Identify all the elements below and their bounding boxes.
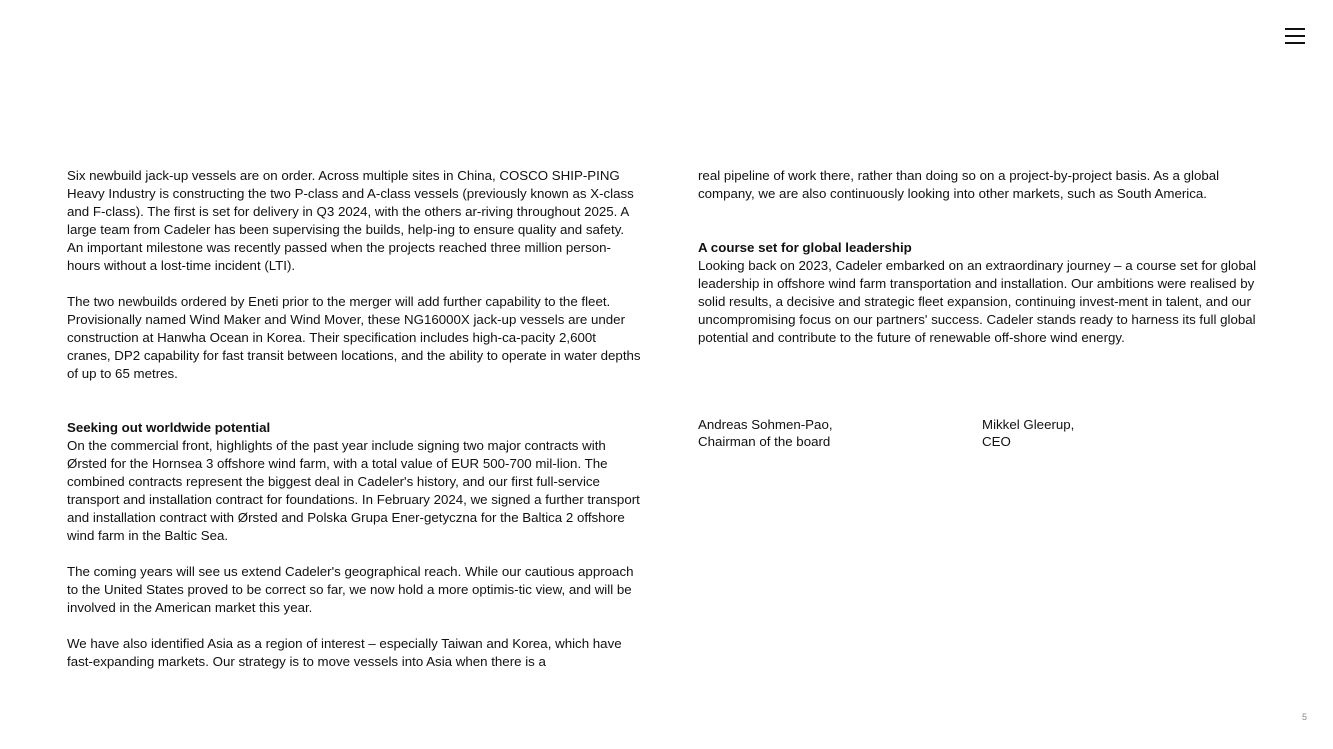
left-column (67, 167, 642, 671)
menu-line (1285, 28, 1305, 30)
menu-line (1285, 42, 1305, 44)
paragraph-newbuild-vessels: Six newbuild jack-up vessels are on order. Across multiple sites in China, COSCO SHIP-PING Heavy Industry is constructing the two P-class and A-class vessels (previously known as X-class and F-class). The first is set for delivery in Q3 2024, with the others ar-riving throughout 2025. A large team from Cadeler has been supervising the builds, help-ing to ensure quality and safety. An important milestone was recently passed when the projects reached three million person-hours without a lost-time incident (LTI). (67, 168, 634, 273)
paragraph-asia-region: We have also identified Asia as a region of interest – especially Taiwan and Korea, which have fast-expanding markets. Our strategy is to move vessels into Asia when there is a (67, 636, 622, 669)
paragraph-commercial-front: On the commercial front, highlights of the past year include signing two major contracts with Ørsted for the Hornsea 3 offshore wind farm, with a total value of EUR 500-700 mil-lion. The combined contracts represent the biggest deal in Cadeler's history, and our first full-service transport and installation contract for foundations. In February 2024, we signed a further transport and installation contract with Ørsted and Polska Grupa Ener-getyczna for the Baltica 2 offshore wind farm in the Baltic Sea. (67, 438, 640, 543)
page-number: 5 (1301, 712, 1307, 722)
signature-chairman (698, 416, 833, 450)
paragraph-looking-back: Looking back on 2023, Cadeler embarked on an extraordinary journey – a course set for global leadership in offshore wind farm transportation and installation. Our ambitions were realised by solid results, a decisive and strategic fleet expansion, continuing invest-ment in talent, and our uncompromising focus on our partners' success. Cadeler stands ready to harness its full global potential and contribute to the future of renewable off-shore wind energy. (698, 258, 1257, 345)
right-column (698, 167, 1273, 347)
signature-ceo (982, 416, 1074, 450)
ceo-name: Mikkel Gleerup, (982, 417, 1075, 432)
heading-global-leadership: A course set for global leadership (698, 240, 912, 255)
menu-line (1285, 35, 1305, 37)
chairman-title: Chairman of the board (698, 434, 831, 449)
paragraph-eneti-newbuilds: The two newbuilds ordered by Eneti prior to the merger will add further capability to the fleet. Provisionally named Wind Maker and Wind Mover, these NG16000X jack-up vessels are under construction at Hanwha Ocean in Korea. Their specification includes high-ca-pacity 2,600t cranes, DP2 capability for fast transit between locations, and the ability to operate in water depths of up to 65 metres. (67, 294, 641, 381)
hamburger-menu-icon[interactable] (1285, 26, 1307, 46)
paragraph-geographical-reach: The coming years will see us extend Cadeler's geographical reach. While our cautious approach to the United States proved to be correct so far, we now hold a more optimis-tic view, and will be involved in the American market this year. (67, 564, 634, 615)
ceo-title: CEO (982, 434, 1011, 449)
paragraph-pipeline: real pipeline of work there, rather than doing so on a project-by-project basis. As a global company, we are also continuously looking into other markets, such as South America. (698, 168, 1220, 201)
heading-worldwide-potential: Seeking out worldwide potential (67, 420, 271, 435)
chairman-name: Andreas Sohmen-Pao, (698, 417, 833, 432)
